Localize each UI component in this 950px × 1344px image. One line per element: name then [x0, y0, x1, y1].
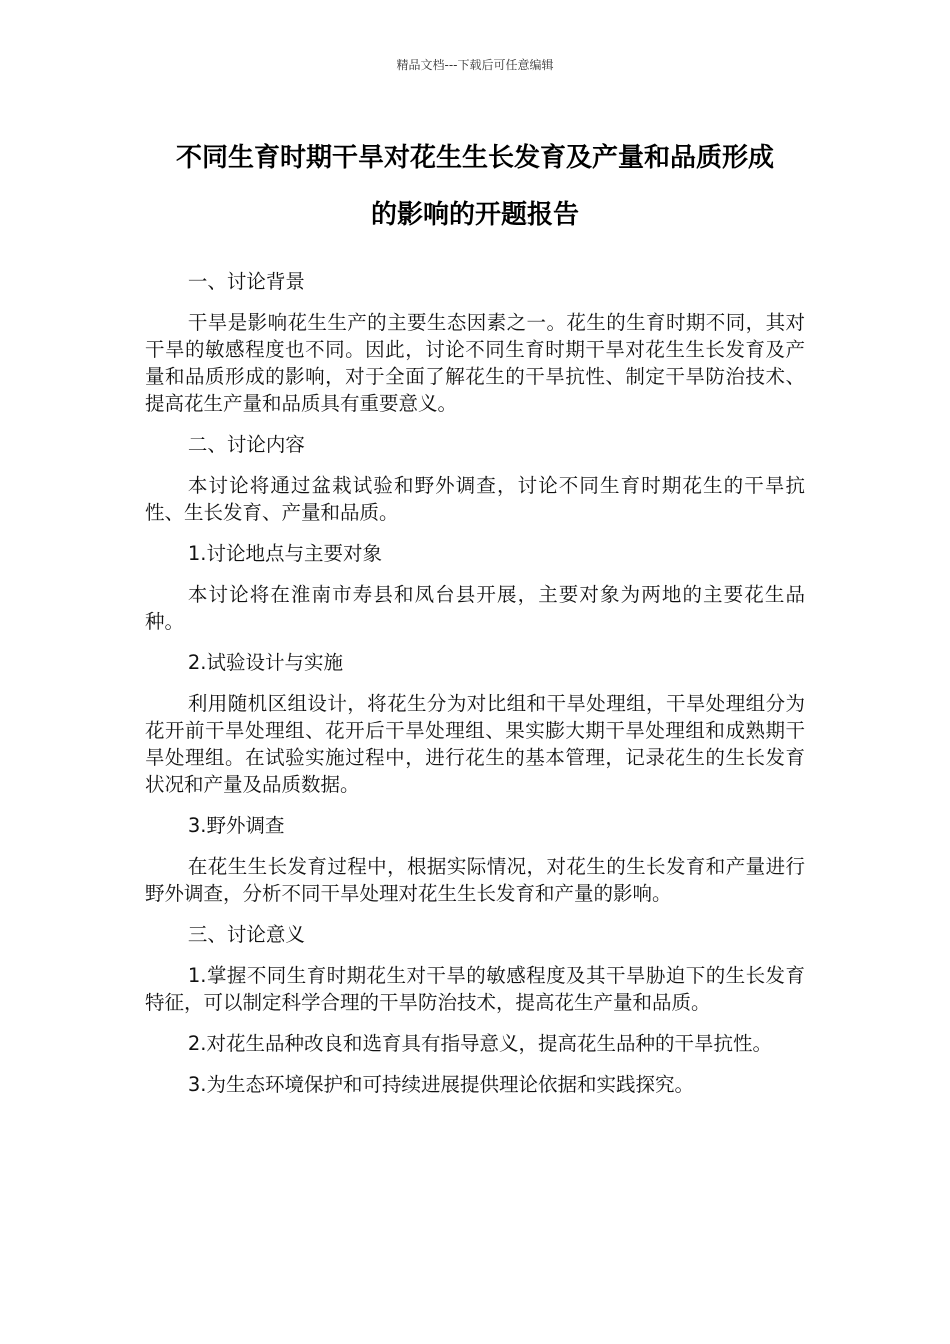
paragraph-content-intro: 本讨论将通过盆栽试验和野外调查，讨论不同生育时期花生的干旱抗性、生长发育、产量和品质。 [145, 474, 805, 524]
subheading-location: 1.讨论地点与主要对象 [187, 542, 382, 565]
paragraph-experiment-design: 利用随机区组设计，将花生分为对比组和干旱处理组，干旱处理组分为花开前干旱处理组、花开后干旱处理组、果实膨大期干旱处理组和成熟期干旱处理组。在试验实施过程中，进行花生的基本管理，记录花生的生长发育状况和产量及品质数据。 [145, 692, 805, 796]
subheading-experiment-design: 2.试验设计与实施 [187, 651, 343, 674]
title-line-1: 不同生育时期干旱对花生生长发育及产量和品质形成 [175, 143, 774, 173]
section-heading-background: 一、讨论背景 [187, 270, 305, 293]
significance-item-1: 1.掌握不同生育时期花生对干旱的敏感程度及其干旱胁迫下的生长发育特征，可以制定科学合理的干旱防治技术，提高花生产量和品质。 [145, 964, 805, 1014]
section-heading-content: 二、讨论内容 [187, 433, 305, 456]
paragraph-background: 干旱是影响花生生产的主要生态因素之一。花生的生育时期不同，其对干旱的敏感程度也不同。因此，讨论不同生育时期干旱对花生生长发育及产量和品质形成的影响，对于全面了解花生的干旱抗性、制定干旱防治技术、提高花生产量和品质具有重要意义。 [145, 311, 805, 415]
section-heading-significance: 三、讨论意义 [187, 923, 305, 946]
subheading-field-survey: 3.野外调查 [187, 814, 285, 837]
significance-item-2: 2.对花生品种改良和选育具有指导意义，提高花生品种的干旱抗性。 [187, 1032, 772, 1055]
paragraph-location: 本讨论将在淮南市寿县和凤台县开展，主要对象为两地的主要花生品种。 [145, 583, 805, 633]
document-title [145, 130, 805, 244]
document-body [145, 268, 805, 1112]
title-line-2: 的影响的开题报告 [370, 200, 579, 230]
page-header: 精品文档---下载后可任意编辑 [396, 58, 554, 72]
significance-item-3: 3.为生态环境保护和可持续进展提供理论依据和实践探究。 [187, 1073, 694, 1096]
paragraph-field-survey: 在花生生长发育过程中，根据实际情况，对花生的生长发育和产量进行野外调查，分析不同干旱处理对花生生长发育和产量的影响。 [145, 855, 805, 905]
